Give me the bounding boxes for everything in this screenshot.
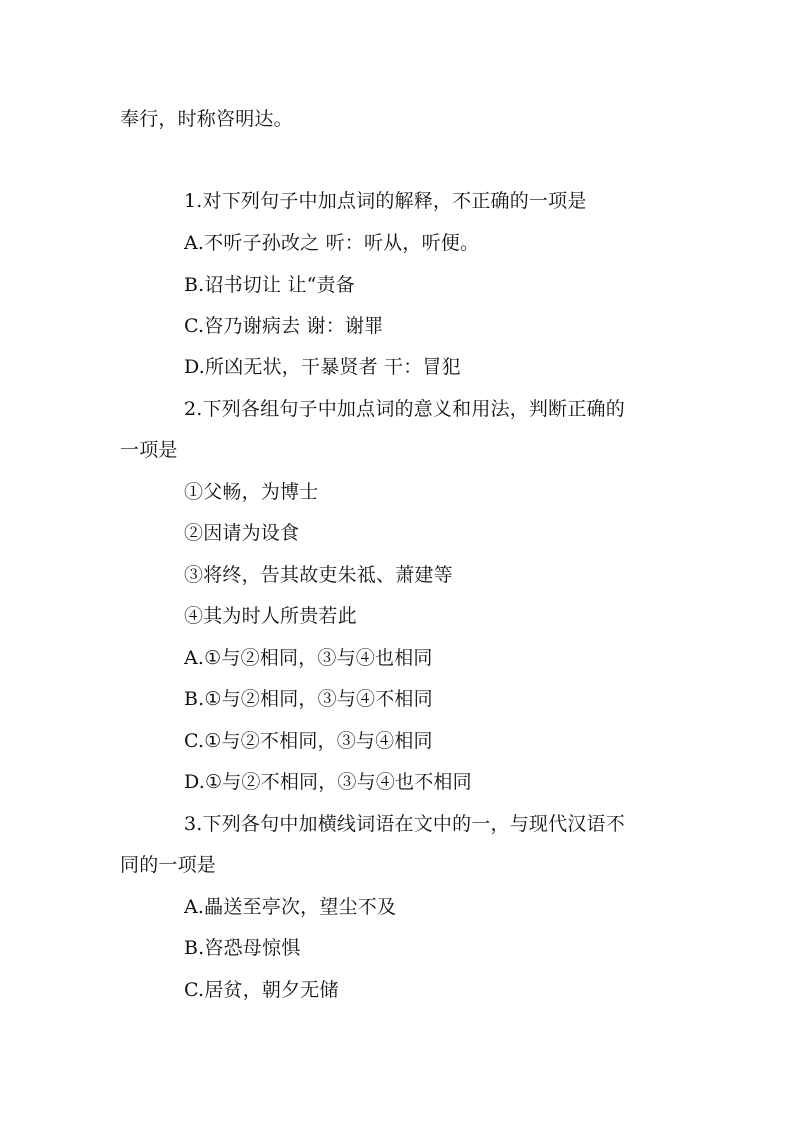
question-2-option-c: C.①与②不相同，③与④相同 xyxy=(184,730,433,752)
question-2-option-b: B.①与②相同，③与④不相同 xyxy=(184,688,433,710)
question-2-sentence-3: ③将终，告其故吏朱祗、萧建等 xyxy=(184,564,453,586)
question-2-stem-line-1: 2.下列各组句子中加点词的意义和用法，判断正确的 xyxy=(184,398,625,420)
question-3-stem-line-1: 3.下列各句中加横线词语在文中的一，与现代汉语不 xyxy=(184,813,625,835)
question-2-option-d: D.①与②不相同，③与④也不相同 xyxy=(184,771,472,793)
question-3-stem-line-2: 同的一项是 xyxy=(120,854,217,876)
question-1-option-a: A.不听子孙改之 听：听从，听便。 xyxy=(184,232,480,254)
question-2-sentence-2: ②因请为设食 xyxy=(184,522,300,544)
question-2-sentence-1: ①父畅，为博士 xyxy=(184,481,319,503)
question-1-option-c: C.咨乃谢病去 谢：谢罪 xyxy=(184,315,384,337)
question-3-option-b: B.咨恐母惊惧 xyxy=(184,937,301,959)
question-1-option-b: B.诏书切让 让“责备 xyxy=(184,274,355,296)
question-2-stem-line-2: 一项是 xyxy=(120,439,178,461)
question-2-option-a: A.①与②相同，③与④也相同 xyxy=(184,647,433,669)
question-1-option-d: D.所凶无状，干暴贤者 干：冒犯 xyxy=(184,356,461,378)
question-1-stem: 1.对下列句子中加点词的解释，不正确的一项是 xyxy=(184,190,587,212)
paragraph-line: 奉行，时称咨明达。 xyxy=(120,108,293,130)
question-2-sentence-4: ④其为时人所贵若此 xyxy=(184,605,357,627)
question-3-option-c: C.居贫，朝夕无储 xyxy=(184,979,339,1001)
question-3-option-a: A.畾送至亭次，望尘不及 xyxy=(184,896,397,918)
